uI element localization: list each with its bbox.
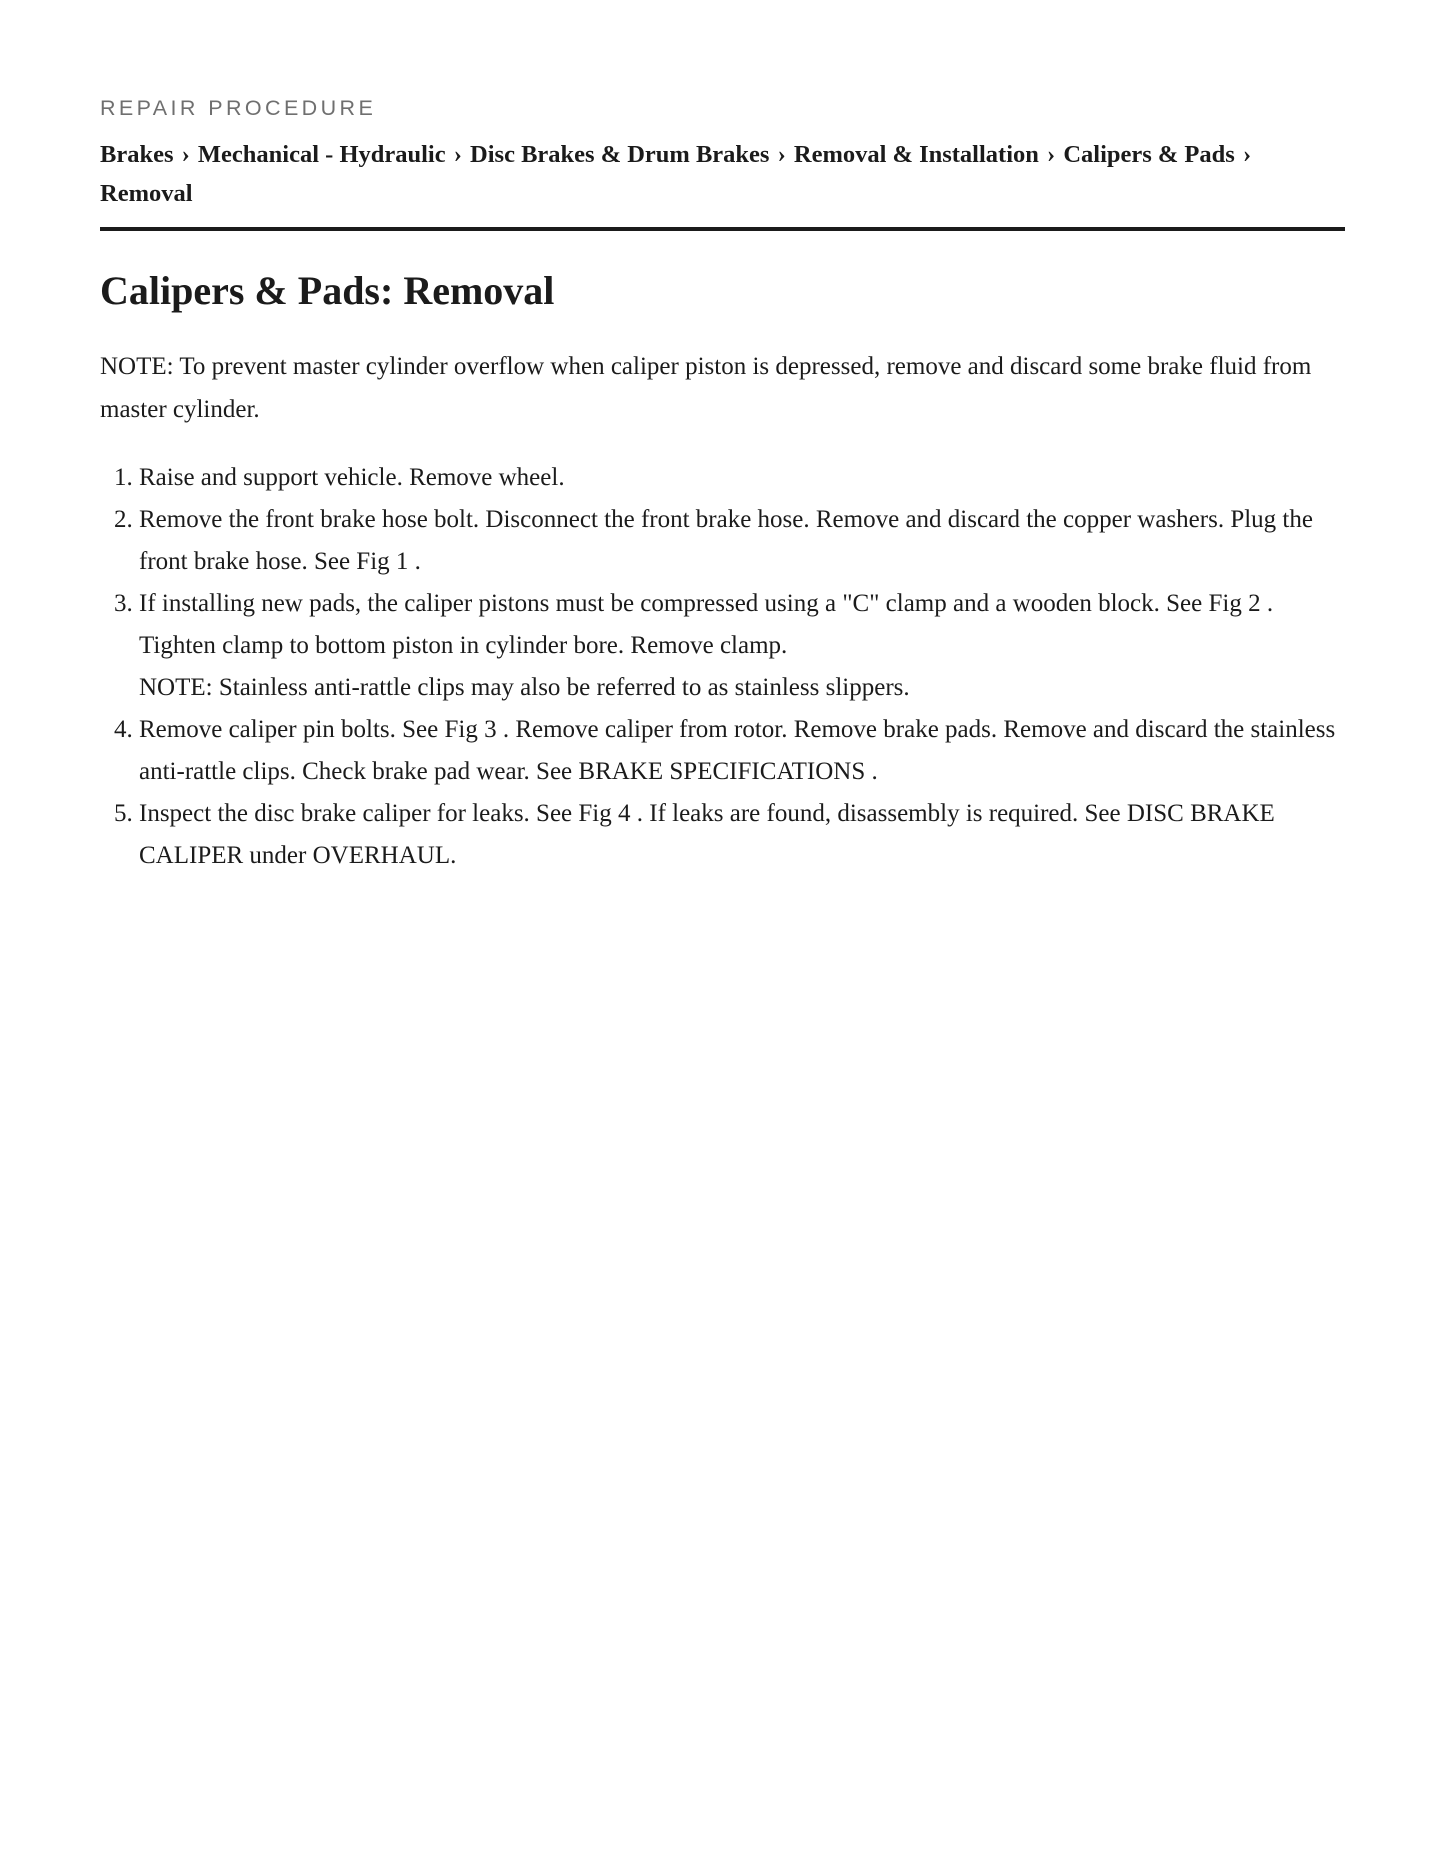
step-note: NOTE: Stainless anti-rattle clips may also be referred to as stainless slippers. — [139, 674, 910, 701]
breadcrumb-item-calipers-pads[interactable]: Calipers & Pads — [1063, 141, 1235, 168]
document-page — [100, 0, 1345, 877]
page-title: Calipers & Pads: Removal — [100, 268, 555, 313]
breadcrumb-item-removal-installation[interactable]: Removal & Installation — [793, 141, 1039, 168]
procedure-step — [139, 709, 1345, 793]
breadcrumb-separator: › — [1242, 141, 1252, 168]
procedure-steps — [100, 457, 1345, 877]
procedure-step — [139, 583, 1345, 709]
step-text: Inspect the disc brake caliper for leaks. See Fig 4 . If leaks are found, disassembly is required. See DISC BRAKE CALIPER under OVERHAUL. — [139, 800, 1275, 869]
breadcrumb-item-mechanical-hydraulic[interactable]: Mechanical - Hydraulic — [197, 141, 446, 168]
breadcrumb-separator: › — [777, 141, 786, 168]
breadcrumb-item-disc-drum-brakes[interactable]: Disc Brakes & Drum Brakes — [470, 141, 770, 168]
breadcrumb — [100, 135, 1345, 213]
procedure-step — [139, 499, 1345, 583]
procedure-step — [139, 457, 1345, 499]
breadcrumb-item-brakes[interactable]: Brakes — [100, 141, 174, 168]
step-text: Remove caliper pin bolts. See Fig 3 . Remove caliper from rotor. Remove brake pads. Remove and discard the stainless anti-rattle clips. Check brake pad wear. See BRAKE SPECIFICATIONS . — [139, 716, 1336, 785]
intro-note: NOTE: To prevent master cylinder overflow when caliper piston is depressed, remove and discard some brake fluid from master cylinder. — [100, 353, 1312, 423]
step-text: Raise and support vehicle. Remove wheel. — [139, 464, 565, 491]
step-text: Remove the front brake hose bolt. Disconnect the front brake hose. Remove and discard the copper washers. Plug the front brake hose. See Fig 1 . — [139, 506, 1313, 575]
header-divider — [100, 227, 1345, 231]
breadcrumb-item-removal: Removal — [100, 180, 193, 207]
section-eyebrow: REPAIR PROCEDURE — [100, 96, 377, 120]
breadcrumb-separator: › — [181, 141, 190, 168]
step-text: If installing new pads, the caliper pistons must be compressed using a "C" clamp and a wooden block. See Fig 2 . Tighten clamp to bottom piston in cylinder bore. Remove clamp. — [139, 590, 1274, 659]
procedure-step — [139, 793, 1345, 877]
breadcrumb-separator: › — [1047, 141, 1056, 168]
breadcrumb-separator: › — [453, 141, 462, 168]
